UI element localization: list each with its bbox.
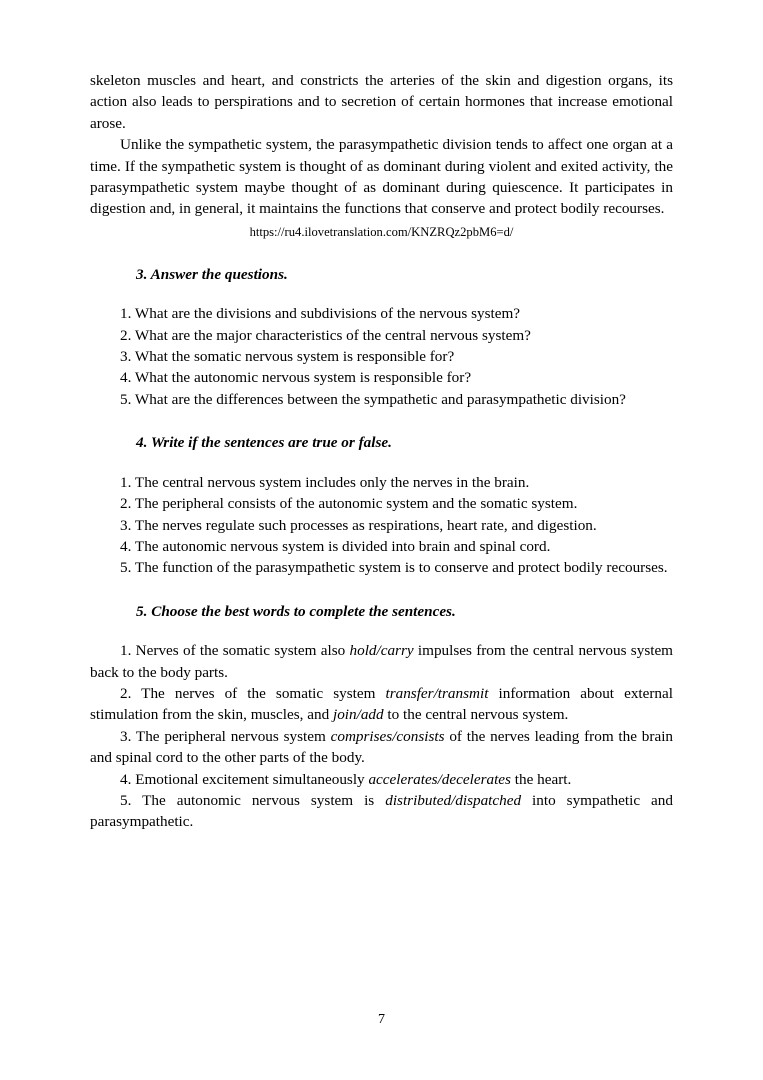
choose-words-list	[90, 640, 673, 833]
body-paragraph-1: skeleton muscles and heart, and constricts the arteries of the skin and digestion organs, its action also leads to perspirations and to secretion of certain hormones that increase emotional arose.	[90, 72, 673, 132]
section-heading-5: 5. Choose the best words to complete the sentences.	[136, 602, 456, 620]
list-item: 3. What the somatic nervous system is responsible for?	[120, 348, 455, 366]
section-heading-4: 4. Write if the sentences are true or false.	[136, 434, 392, 452]
list-item: 3. The nerves regulate such processes as respirations, heart rate, and digestion.	[120, 516, 597, 534]
source-link[interactable]: https://ru4.ilovetranslation.com/KNZRQz2pbM6=d/	[249, 224, 514, 239]
list-item: 5. The autonomic nervous system is distributed/dispatched into sympathetic and parasympathetic.	[90, 791, 673, 831]
page-number: 7	[378, 1012, 385, 1027]
list-item: 2. The nerves of the somatic system transfer/transmit information about external stimulation from the skin, muscles, and join/add to the central nervous system.	[90, 684, 673, 724]
question-list	[90, 303, 673, 410]
list-item: 2. What are the major characteristics of the central nervous system?	[120, 326, 531, 344]
list-item: 5. What are the differences between the sympathetic and parasympathetic division?	[120, 390, 626, 408]
section-heading-3: 3. Answer the questions.	[136, 265, 288, 283]
list-item: 4. What the autonomic nervous system is responsible for?	[120, 369, 472, 387]
list-item: 2. The peripheral consists of the autonomic system and the somatic system.	[120, 495, 578, 513]
list-item: 3. The peripheral nervous system comprises/consists of the nerves leading from the brain and spinal cord to the other parts of the body.	[90, 727, 674, 767]
list-item: 4. The autonomic nervous system is divided into brain and spinal cord.	[120, 537, 551, 555]
list-item: 1. What are the divisions and subdivisions of the nervous system?	[120, 305, 521, 323]
true-false-list	[90, 472, 673, 579]
list-item: 5. The function of the parasympathetic system is to conserve and protect bodily recourses.	[120, 559, 668, 577]
list-item: 1. Nerves of the somatic system also hold/carry impulses from the central nervous system back to the body parts.	[90, 642, 673, 681]
list-item: 1. The central nervous system includes only the nerves in the brain.	[120, 473, 530, 491]
body-paragraph-2: Unlike the sympathetic system, the parasympathetic division tends to affect one organ at a time. If the sympathetic system is thought of as dominant during violent and exited activity, the parasympathetic system maybe thought of as dominant during quiescence. It participates in digestion and, in general, it maintains the functions that conserve and protect bodily recourses.	[90, 136, 673, 218]
list-item: 4. Emotional excitement simultaneously accelerates/decelerates the heart.	[120, 770, 572, 788]
